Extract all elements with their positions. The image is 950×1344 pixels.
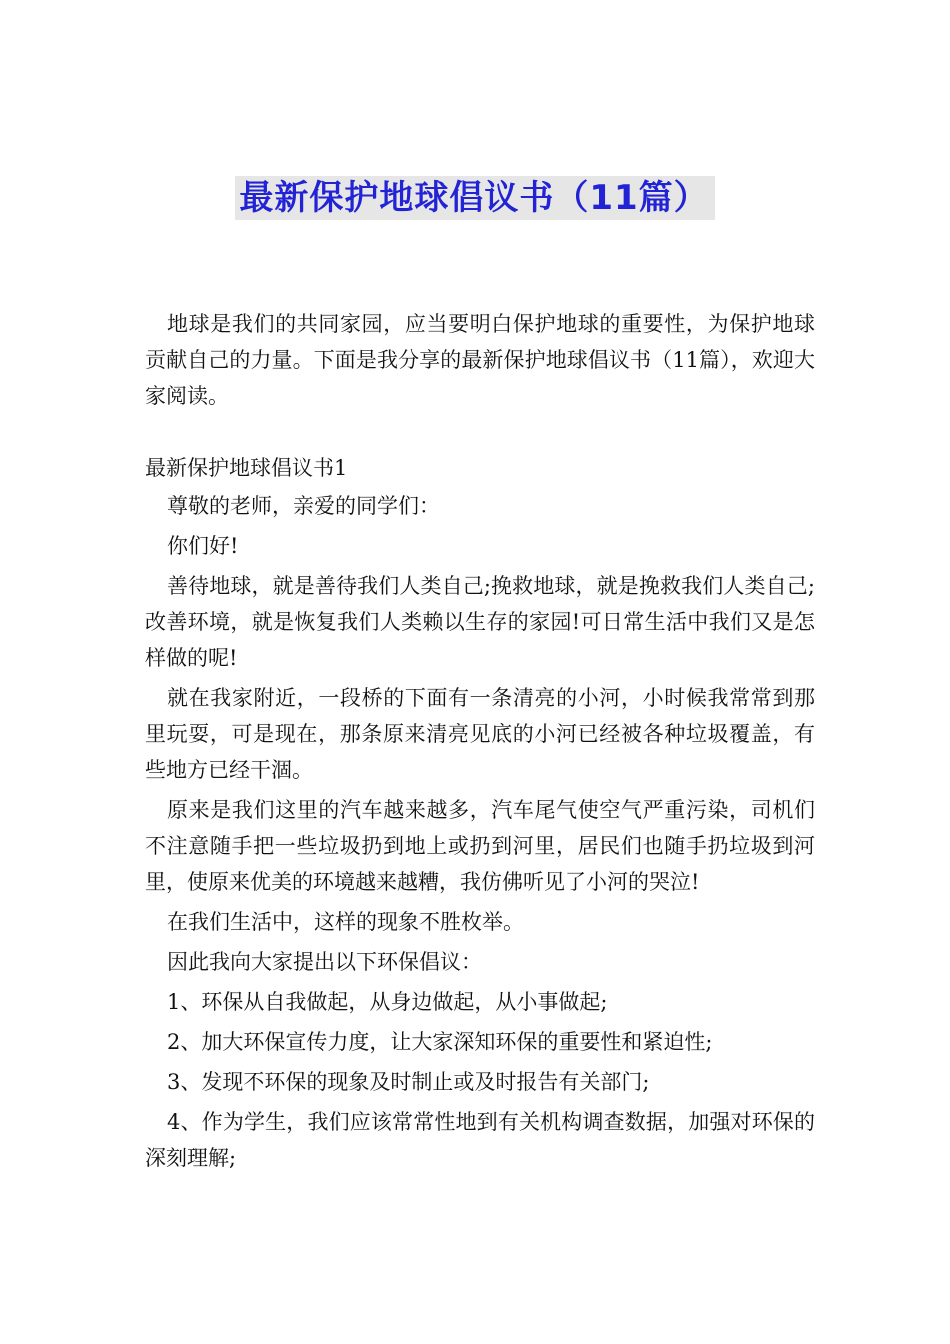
paragraph-spacer (145, 414, 815, 450)
proposal-item: 2、加大环保宣传力度，让大家深知环保的重要性和紧迫性; (167, 1030, 713, 1054)
document-body (145, 306, 815, 1176)
body-paragraph: 因此我向大家提出以下环保倡议： (167, 950, 482, 974)
proposal-item: 3、发现不环保的现象及时制止或及时报告有关部门; (167, 1070, 650, 1094)
proposal-item: 4、作为学生，我们应该常常性地到有关机构调查数据，加强对环保的深刻理解; (145, 1110, 815, 1170)
greeting-paragraph: 你们好! (167, 534, 239, 558)
title-container (0, 176, 950, 220)
body-paragraph: 在我们生活中，这样的现象不胜枚举。 (167, 910, 524, 934)
body-paragraph: 原来是我们这里的汽车越来越多，汽车尾气使空气严重污染，司机们不注意随手把一些垃圾扔到地上或扔到河里，居民们也随手扔垃圾到河里，使原来优美的环境越来越糟，我仿佛听见了小河的哭泣! (145, 798, 815, 894)
document-title: 最新保护地球倡议书（11篇） (235, 176, 714, 220)
intro-paragraph: 地球是我们的共同家园，应当要明白保护地球的重要性，为保护地球贡献自己的力量。下面是我分享的最新保护地球倡议书（11篇），欢迎大家阅读。 (145, 312, 815, 408)
body-paragraph: 就在我家附近，一段桥的下面有一条清亮的小河，小时候我常常到那里玩耍，可是现在，那条原来清亮见底的小河已经被各种垃圾覆盖，有些地方已经干涸。 (145, 686, 815, 782)
proposal-item: 1、环保从自我做起，从身边做起，从小事做起; (167, 990, 608, 1014)
body-paragraph: 善待地球，就是善待我们人类自己;挽救地球，就是挽救我们人类自己;改善环境，就是恢复我们人类赖以生存的家园!可日常生活中我们又是怎样做的呢! (145, 574, 815, 670)
section-heading: 最新保护地球倡议书1 (145, 456, 348, 480)
salutation-paragraph: 尊敬的老师，亲爱的同学们： (167, 494, 440, 518)
